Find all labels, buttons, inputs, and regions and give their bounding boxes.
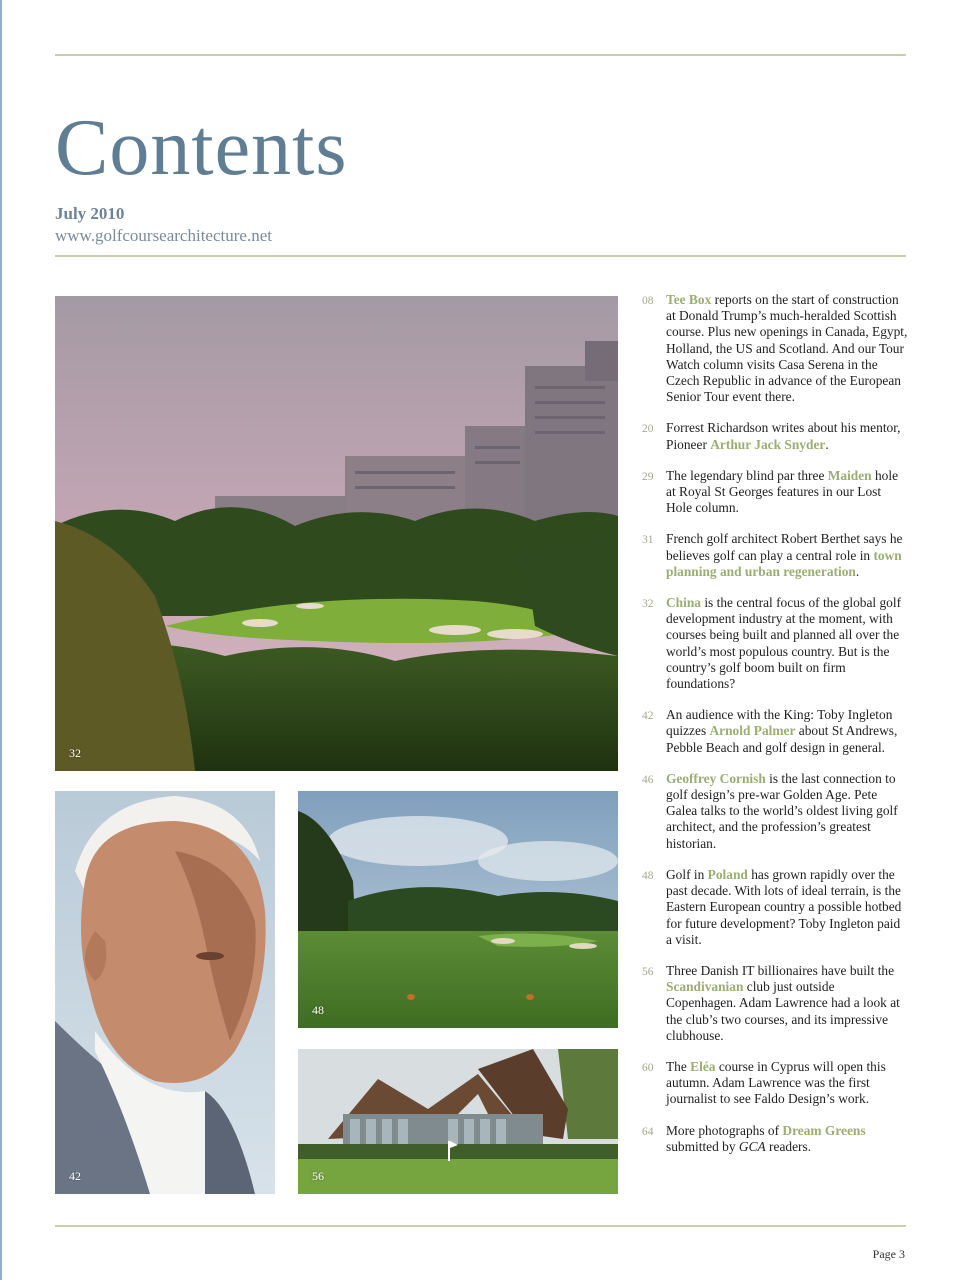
- page-title: Contents: [55, 104, 348, 192]
- entry-highlight: Scandivanian: [666, 979, 744, 995]
- contents-item[interactable]: 60 The Eléa course in Cyprus will open this autumn. Adam Lawrence was the first journalist to see Faldo Design’s work.: [642, 1058, 886, 1107]
- entry-page-number: 29: [642, 470, 654, 483]
- clubhouse-photo: [298, 1049, 618, 1194]
- entry-page-number: 60: [642, 1061, 654, 1074]
- top-rule: [55, 54, 906, 56]
- website-link[interactable]: www.golfcoursearchitecture.net: [55, 226, 272, 245]
- entry-page-number: 20: [642, 423, 654, 436]
- contents-item[interactable]: 42 An audience with the King: Toby Ingleton quizzes Arnold Palmer about St Andrews, Pebble Beach and golf design in general.: [642, 707, 898, 755]
- entry-highlight: Dream Greens: [782, 1122, 866, 1138]
- entry-highlight: Poland: [707, 866, 748, 882]
- contents-item[interactable]: 29 The legendary blind par three Maiden hole at Royal St Georges features in our Lost Hole column.: [642, 467, 899, 516]
- page-number-label: Page 3: [872, 1247, 905, 1261]
- contents-item[interactable]: 48 Golf in Poland has grown rapidly over the past decade. With lots of ideal terrain, is the Eastern European country a possible hotbed for future development? Toby Ingleton paid a visit.: [642, 866, 902, 947]
- entry-page-number: 32: [642, 598, 654, 611]
- entry-highlight: Eléa: [690, 1058, 716, 1074]
- contents-item[interactable]: 08 Tee Box reports on the start of construction at Donald Trump’s much-heralded Scottish course. Plus new openings in Canada, Egypt, Holland, the US and Scotland. And our Tour Watch column visits Casa Serena in the Czech Republic in advance of the European Senior Tour event there.: [642, 292, 908, 405]
- entry-page-number: 48: [642, 869, 654, 882]
- entry-highlight: Geoffrey Cornish: [666, 770, 766, 786]
- entry-page-number: 56: [642, 965, 654, 978]
- poland-course-photo: [298, 791, 618, 1028]
- entry-highlight: Maiden: [827, 467, 872, 483]
- page-edge-stripe: [0, 0, 2, 1280]
- resort-photo: [55, 296, 618, 771]
- entry-highlight: town planning and urban regeneration: [666, 547, 902, 579]
- contents-list: [642, 292, 908, 1170]
- magazine-abbrev: GCA: [738, 1138, 766, 1154]
- entry-page-number: 42: [642, 710, 654, 723]
- contents-item[interactable]: 64 More photographs of Dream Greens submitted by GCA readers.: [642, 1122, 866, 1154]
- photo-page-number: 42: [69, 1169, 81, 1183]
- entry-highlight: Tee Box: [666, 292, 712, 307]
- entry-page-number: 08: [642, 295, 654, 307]
- contents-item[interactable]: 56 Three Danish IT billionaires have built the Scandivanian club just outside Copenhagen. Adam Lawrence had a look at the club’s two courses, and its impressive clubhouse.: [642, 962, 900, 1043]
- contents-item[interactable]: 46 Geoffrey Cornish is the last connection to golf design’s pre-war Golden Age. Pete Galea talks to the world’s oldest living golf architect, and the profession’s greatest historian.: [642, 770, 898, 851]
- contents-item[interactable]: 31 French golf architect Robert Berthet says he believes golf can play a central role in town planning and urban regeneration.: [642, 531, 903, 579]
- contents-item[interactable]: 32 China is the central focus of the global golf development industry at the moment, with courses being built and planned all over the world’s most populous country. But is the country’s golf boom built on firm foundations?: [642, 595, 902, 692]
- contents-item[interactable]: 20 Forrest Richardson writes about his mentor, Pioneer Arthur Jack Snyder.: [642, 420, 901, 452]
- entry-page-number: 46: [642, 773, 654, 786]
- entry-highlight: China: [666, 595, 701, 611]
- entry-highlight: Arnold Palmer: [709, 723, 796, 739]
- photo-page-number: 48: [312, 1003, 324, 1017]
- photo-page-number: 56: [312, 1169, 324, 1183]
- entry-highlight: Arthur Jack Snyder: [710, 436, 826, 452]
- entry-page-number: 64: [642, 1125, 654, 1138]
- issue-date: July 2010: [55, 204, 125, 223]
- palmer-portrait-photo: [55, 791, 275, 1194]
- header-rule: [55, 255, 906, 257]
- entry-page-number: 31: [642, 534, 654, 547]
- footer-rule: [55, 1225, 906, 1227]
- photo-page-number: 32: [69, 746, 81, 760]
